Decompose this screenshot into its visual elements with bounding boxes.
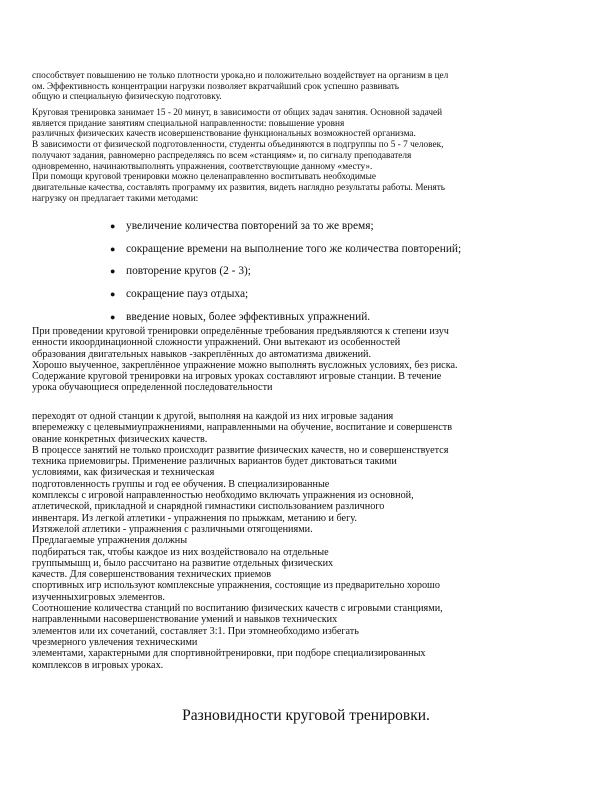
text-line: направленными насовершенствование умений и навыков технических bbox=[32, 614, 338, 626]
text-line: урока обучающиеся определенной последовательности bbox=[32, 382, 273, 394]
text-line: различных физических качеств исовершенствование функциональных возможностей организма. bbox=[32, 129, 416, 140]
text-line: чрезмерного увлечения техническими bbox=[32, 636, 198, 648]
intro-paragraph bbox=[32, 71, 532, 103]
text-line: комплексы с игровой направленностью необходимо включать упражнения из основной, bbox=[32, 490, 414, 502]
list-item bbox=[110, 219, 550, 242]
text-line: двигательные качества, составлять программу их развития, видеть наглядно результаты работы. Менять bbox=[32, 182, 446, 193]
text-line: Соотношение количества станций по воспитанию физических качеств с игровыми станциями, bbox=[32, 603, 443, 615]
text-line: изученныхигровых элементов. bbox=[32, 591, 165, 603]
text-line: общую и специальную физическую подготовку. bbox=[32, 92, 222, 103]
text-line: При проведении круговой тренировки определённые требования предъявляются к степени изуч bbox=[32, 326, 449, 337]
text-line: одновременно, начинаютвыполнять упражнения, соответствующие данному «месту». bbox=[32, 161, 373, 172]
game-stations-paragraph bbox=[32, 411, 537, 671]
text-line: способствует повышению не только плотности урока,но и положительно воздействует на организм в цел bbox=[32, 71, 449, 81]
bullet-dot-icon: ● bbox=[110, 311, 116, 322]
text-line: ование конкретных физических качеств. bbox=[32, 433, 208, 445]
text-line: Круговая тренировка занимает 15 - 20 минут, в зависимости от общих задач занятия. Основной задачей bbox=[32, 108, 443, 118]
text-line: спортивных игр используют комплексные упражнения, состоящие из предварительно хорошо bbox=[32, 580, 440, 592]
text-line: переходят от одной станции к другой, выполняя на каждой из них игровые задания bbox=[32, 411, 394, 422]
text-line: Изтяжелой атлетики - упражнения с различными отягощениями. bbox=[32, 523, 313, 535]
text-line: При помощи круговой тренировки можно целенаправленно воспитывать необходимые bbox=[32, 172, 377, 183]
list-item-text: сокращение пауз отдыха; bbox=[126, 288, 249, 301]
load-methods-list bbox=[110, 219, 550, 332]
text-line: Содержание круговой тренировки на игровых уроках составляют игровые станции. В течение bbox=[32, 371, 442, 383]
text-line: вперемежку с целевымиупражнениями, направленными на обучение, воспитание и совершенств bbox=[32, 422, 453, 434]
text-line: получают задания, равномерно распределяясь по всем «станциям» и, по сигналу преподавателя bbox=[32, 150, 412, 161]
list-item-text: повторение кругов (2 - 3); bbox=[126, 265, 251, 278]
list-item-text: сокращение времени на выполнение того же количества повторений; bbox=[126, 242, 462, 255]
text-line: В процессе занятий не только происходит развитие физических качеств, но и совершенствуется bbox=[32, 444, 449, 456]
text-line: нагрузку он предлагает такими методами: bbox=[32, 193, 199, 204]
text-line: элементами, характерными для спортивнойтренировки, при подборе специализированных bbox=[32, 648, 426, 660]
list-item-text: введение новых, более эффективных упражнений. bbox=[126, 310, 371, 323]
text-line: условиями, как физическая и техническая bbox=[32, 467, 215, 479]
text-line: атлетической, прикладной и снарядной гимнастики сиспользованием различного bbox=[32, 501, 385, 513]
bullet-dot-icon: ● bbox=[110, 221, 116, 231]
text-line: енности икоординационной сложности упражнений. Они вытекают из особенностей bbox=[32, 337, 401, 349]
text-line: группымышц и, было рассчитано на развитие отдельных физических bbox=[32, 557, 334, 569]
list-item bbox=[110, 287, 550, 310]
text-line: В зависимости от физической подготовленности, студенты объединяются в подгруппы по 5 - 7 человек, bbox=[32, 140, 444, 151]
bullet-dot-icon: ● bbox=[110, 266, 116, 277]
text-line: подготовленность группы и год ее обучения. В специализированные bbox=[32, 478, 330, 490]
circuit-training-paragraph bbox=[32, 108, 532, 204]
section-heading: Разновидности круговой тренировки. bbox=[182, 707, 430, 724]
text-line: подбираться так, чтобы каждое из них воздействовало на отдельные bbox=[32, 546, 329, 558]
text-line: качеств. Для совершенствования технических приемов bbox=[32, 569, 272, 581]
requirements-paragraph bbox=[32, 326, 537, 394]
text-line: является придание занятиям специальной направленности: повышение уровня bbox=[32, 118, 345, 129]
bullet-dot-icon: ● bbox=[110, 243, 116, 254]
text-line: техника приемовигры. Применение различных вариантов будет диктоваться такими bbox=[32, 456, 397, 468]
list-item bbox=[110, 242, 550, 265]
text-line: образования двигательных навыков -закреплённых до автоматизма движений. bbox=[32, 348, 372, 360]
list-item-text: увеличение количества повторений за то же время; bbox=[126, 220, 374, 232]
bullet-dot-icon: ● bbox=[110, 289, 116, 300]
text-line: комплексов в игровых уроках. bbox=[32, 659, 164, 671]
text-line: ом. Эффективность концентрации нагрузки позволяет вкратчайший срок успешно развивать bbox=[32, 81, 400, 92]
text-line: элементов или их сочетаний, составляет 3:1. При этомнеобходимо избегать bbox=[32, 625, 359, 637]
text-line: Предлагаемые упражнения должны bbox=[32, 535, 188, 547]
text-line: Хорошо выученное, закреплённое упражнение можно выполнять вусложных условиях, без риска. bbox=[32, 359, 458, 371]
text-line: инвентаря. Из легкой атлетики - упражнения по прыжкам, метанию и бегу. bbox=[32, 512, 357, 524]
list-item bbox=[110, 264, 550, 287]
